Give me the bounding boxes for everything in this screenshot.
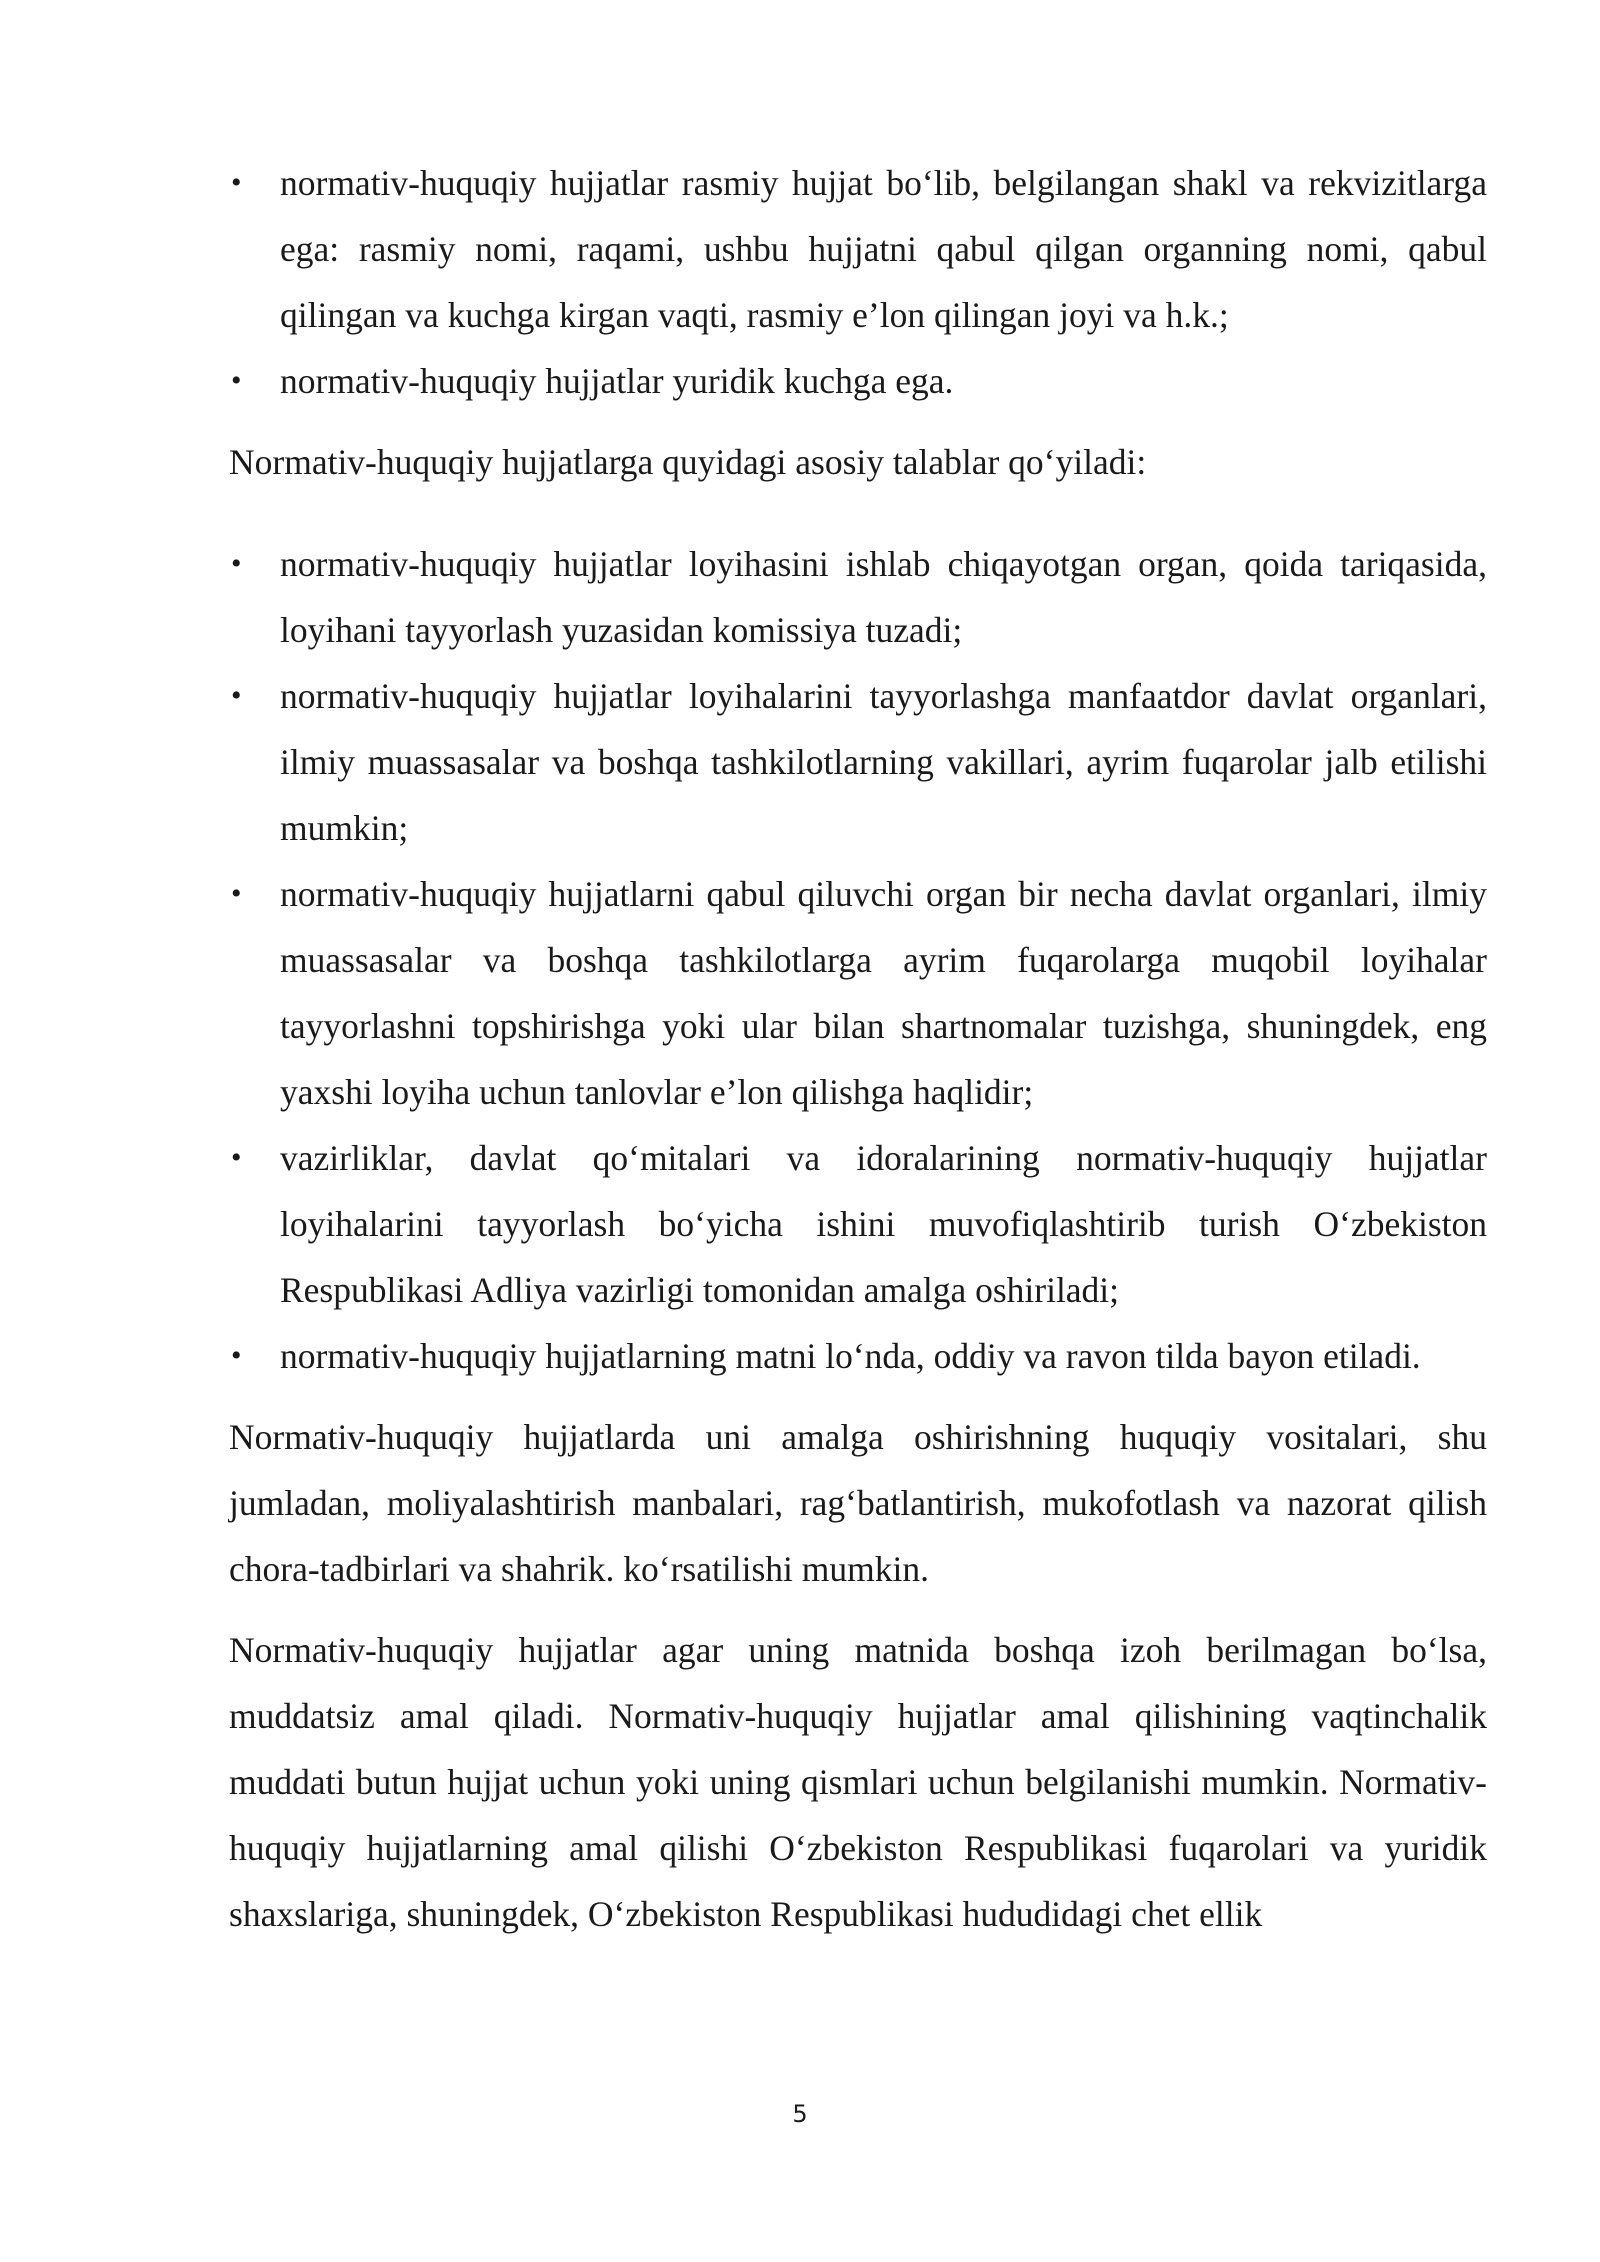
list-item	[229, 1125, 1487, 1323]
list-item-text: normativ-huquqiy hujjatlar loyihasini ishlab chiqayotgan organ, qoida tariqasida, loyihani tayyorlash yuzasidan komissiya tuzadi;	[280, 544, 1487, 650]
list-item	[229, 531, 1487, 663]
list-item-text: vazirliklar, davlat qo‘mitalari va idoralarining normativ-huquqiy hujjatlar loyihalarini tayyorlash bo‘yicha ishini muvofiqlashtirib turish O‘zbekiston Respublikasi Adliya vazirligi tomonidan amalga oshiriladi;	[280, 1138, 1487, 1310]
paragraph-requirements-intro: Normativ-huquqiy hujjatlarga quyidagi asosiy talablar qo‘yiladi:	[229, 442, 1147, 482]
list-item	[229, 861, 1487, 1125]
bullet-icon: •	[231, 679, 242, 712]
list-item-text: normativ-huquqiy hujjatlar rasmiy hujjat bo‘lib, belgilangan shakl va rekvizitlarga ega: rasmiy nomi, raqami, ushbu hujjatni qabul qilgan organning nomi, qabul qilingan va kuchga kirgan vaqti, rasmiy e’lon qilingan joyi va h.k.;	[280, 163, 1487, 335]
page-number: 5	[792, 2100, 808, 2128]
list-item	[229, 348, 1487, 414]
list-item	[229, 663, 1487, 861]
list-item-text: normativ-huquqiy hujjatlarni qabul qiluvchi organ bir necha davlat organlari, ilmiy muassasalar va boshqa tashkilotlarga ayrim fuqarolarga muqobil loyihalar tayyorlashni topshirishga yoki ular bilan shartnomalar tuzishga, shuningdek, eng yaxshi loyiha uchun tanlovlar e’lon qilishga haqlidir;	[280, 874, 1487, 1112]
page-body	[229, 150, 1487, 1947]
bullet-icon: •	[231, 547, 242, 580]
list-item	[229, 1323, 1487, 1389]
list-item-text: normativ-huquqiy hujjatlarning matni lo‘nda, oddiy va ravon tilda bayon etiladi.	[280, 1336, 1421, 1376]
bullet-list-document-features	[229, 150, 1487, 414]
bullet-icon: •	[231, 1339, 242, 1372]
bullet-list-requirements	[229, 531, 1487, 1389]
list-item-text: normativ-huquqiy hujjatlar loyihalarini tayyorlashga manfaatdor davlat organlari, ilmiy muassasalar va boshqa tashkilotlarning vakillari, ayrim fuqarolar jalb etilishi mumkin;	[280, 676, 1487, 848]
bullet-icon: •	[231, 166, 242, 199]
bullet-icon: •	[231, 364, 242, 397]
bullet-icon: •	[231, 1141, 242, 1174]
list-item-text: normativ-huquqiy hujjatlar yuridik kuchga ega.	[280, 361, 954, 401]
bullet-icon: •	[231, 877, 242, 910]
paragraph-validity-period: Normativ-huquqiy hujjatlar agar uning matnida boshqa izoh berilmagan bo‘lsa, muddatsiz amal qiladi. Normativ-huquqiy hujjatlar amal qilishining vaqtinchalik muddati butun hujjat uchun yoki uning qismlari uchun belgilanishi mumkin. Normativ-huquqiy hujjatlarning amal qilishi O‘zbekiston Respublikasi fuqarolari va yuridik shaxslariga, shuningdek, O‘zbekiston Respublikasi hududidagi chet ellik	[229, 1630, 1487, 1934]
list-item	[229, 150, 1487, 348]
paragraph-legal-instruments: Normativ-huquqiy hujjatlarda uni amalga oshirishning huquqiy vositalari, shu jumladan, moliyalashtirish manbalari, rag‘batlantirish, mukofotlash va nazorat qilish chora-tadbirlari va shahrik. ko‘rsatilishi mumkin.	[229, 1417, 1487, 1589]
